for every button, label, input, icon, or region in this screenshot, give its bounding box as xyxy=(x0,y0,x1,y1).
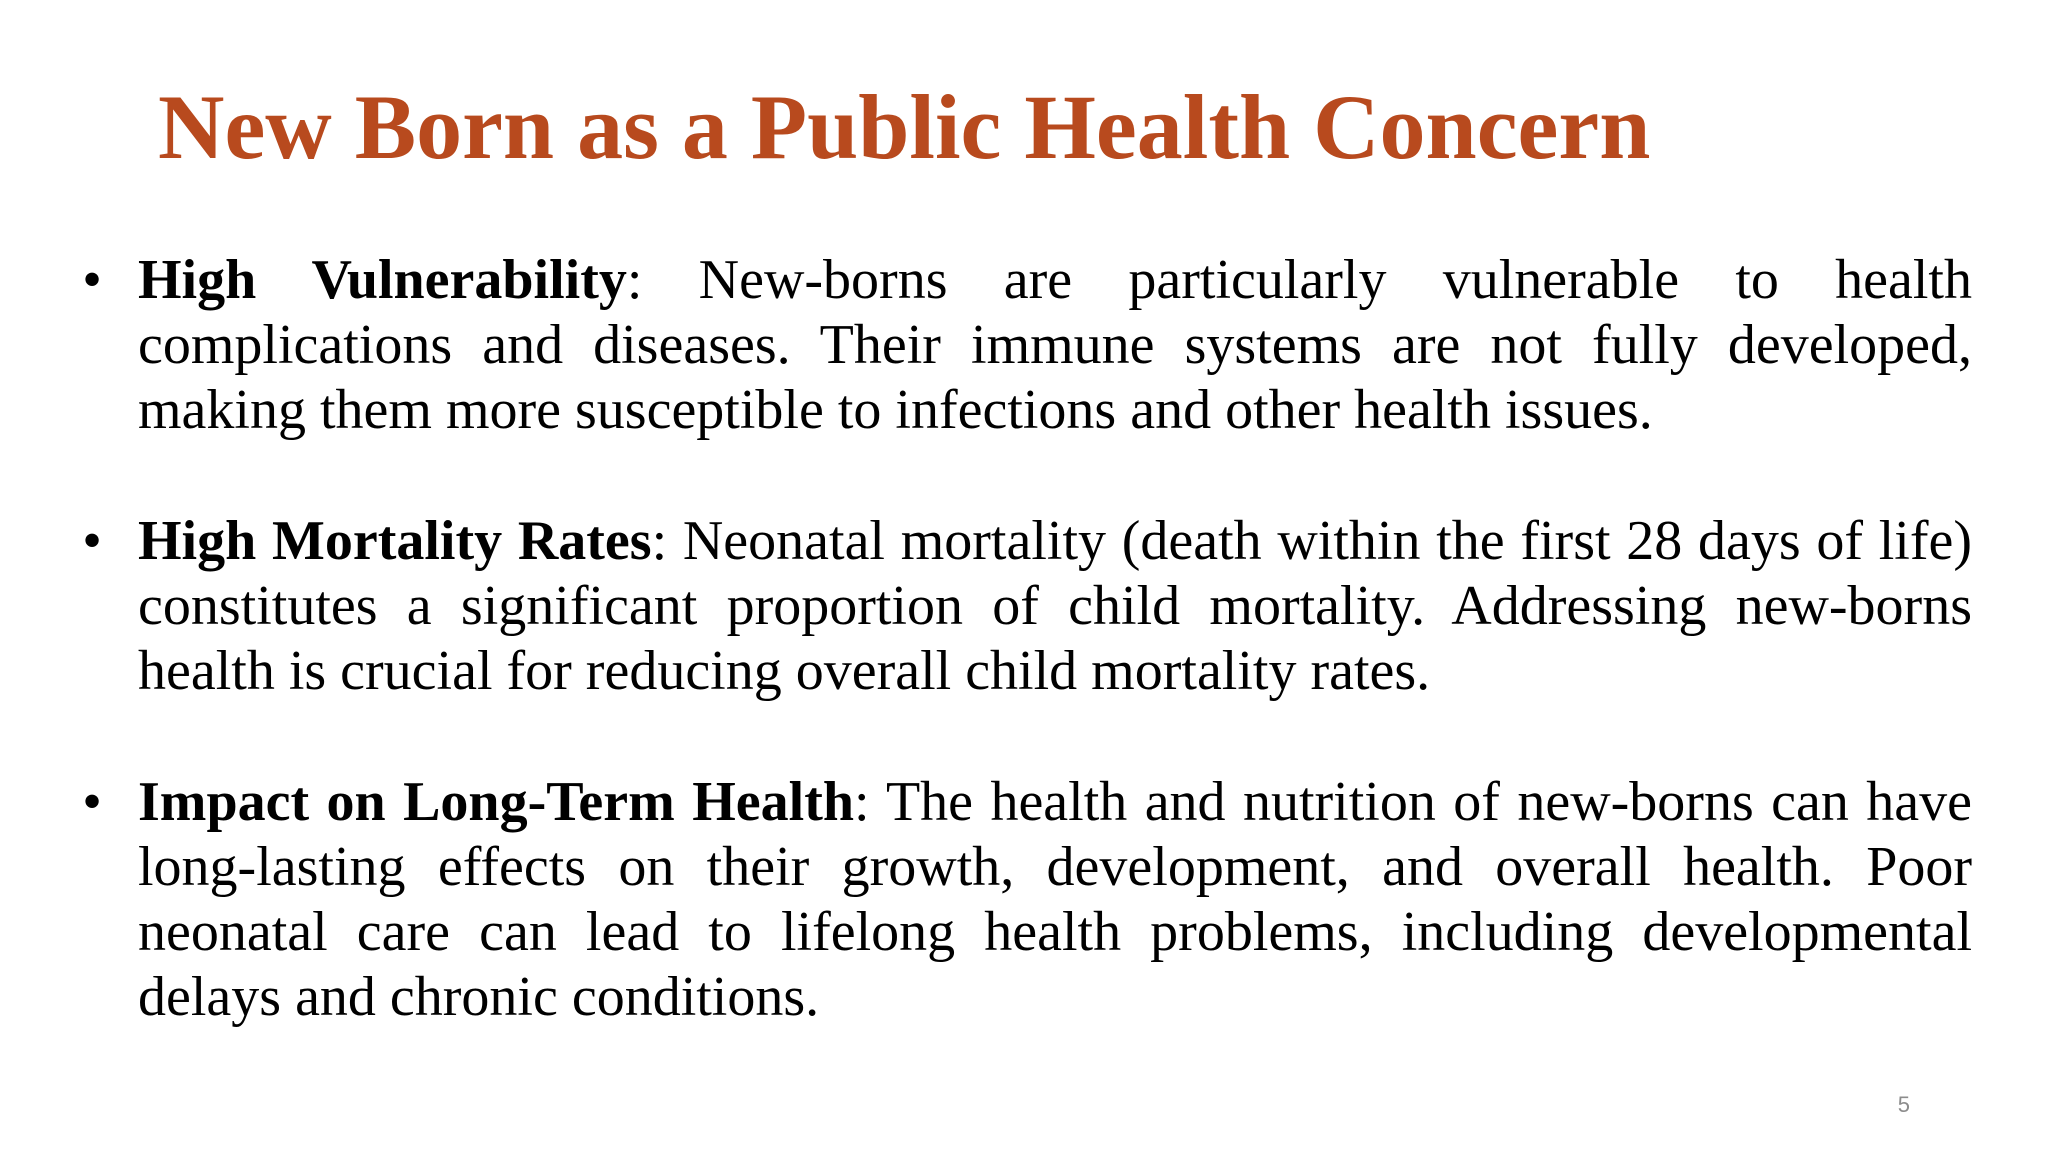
bullet-icon: • xyxy=(82,771,102,833)
slide-title: New Born as a Public Health Concern xyxy=(158,76,1651,178)
bullet-separator: : xyxy=(651,510,668,572)
bullet-list xyxy=(72,248,1972,1096)
bullet-term: Impact on Long-Term Health xyxy=(138,771,854,833)
bullet-text: The health and nutrition of new-borns can have long-lasting effects on their growth, development, and overall health. Poor neonatal care can lead to lifelong health problems, including developmental delays and chronic conditions. xyxy=(138,771,1972,1028)
bullet-separator: : xyxy=(853,771,870,833)
bullet-term: High Mortality Rates xyxy=(138,510,652,572)
bullet-icon: • xyxy=(82,510,102,572)
bullet-item-high-mortality-rates xyxy=(72,509,1972,704)
bullet-icon: • xyxy=(82,249,102,311)
bullet-text: New-borns are particularly vulnerable to health complications and diseases. Their immune systems are not fully developed, making them more susceptible to infections and other health issues. xyxy=(138,249,1972,441)
bullet-text: Neonatal mortality (death within the first 28 days of life) constitutes a significant proportion of child mortality. Addressing new-borns health is crucial for reducing overall child mortality rates. xyxy=(138,510,1972,702)
bullet-item-high-vulnerability xyxy=(72,248,1972,443)
page-number: 5 xyxy=(1897,1092,1910,1117)
bullet-item-long-term-health xyxy=(72,770,1972,1030)
bullet-separator: : xyxy=(626,249,643,311)
bullet-term: High Vulnerability xyxy=(138,249,627,311)
